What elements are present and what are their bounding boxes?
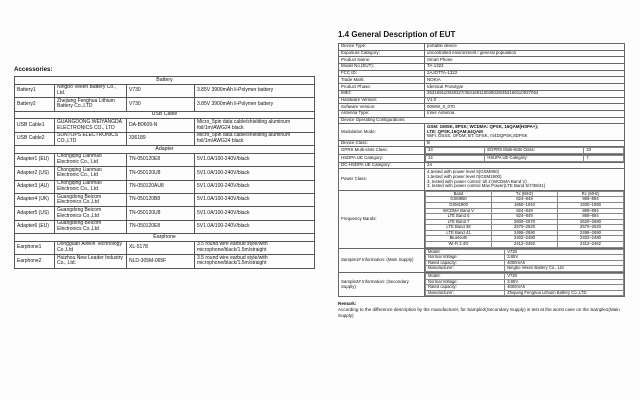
modulation-line-gsm: GSM: GMSK, 8PSK; WCDMA: QPSK, 16QAM(HSPA+); (427, 123, 539, 129)
band-rx: 2412–2462 (558, 242, 624, 248)
modulation-label: Modulation Mode: (339, 124, 425, 141)
accessory-row (15, 220, 315, 233)
sample1-field-label: Model: (426, 249, 505, 255)
accessory-id: USB Cable2 (15, 132, 55, 145)
frequency-bands-label: Frequency Bands: (339, 190, 425, 248)
band-tx: 824–849 (492, 208, 558, 214)
hsupa-label: HSUPA UE Category: (485, 156, 584, 162)
sample1-field-value: Ningbo Veken Battery Co., Ltd (505, 266, 624, 272)
accessory-manufacturer: Guangdong Beicom Electronics Co.,Ltd (55, 220, 127, 233)
band-tx: 824–849 (492, 197, 558, 203)
eut-row (339, 84, 625, 91)
eut-section (338, 30, 624, 319)
sample2-field-label: Normal Voltage: (426, 279, 505, 285)
accessory-row (15, 132, 315, 145)
accessory-manufacturer: Ningbo Veken Battery Co., Ltd. (55, 84, 127, 97)
device-config-header: Device Operating Configurations (339, 117, 625, 124)
remark-text: According to the difference description by the manufacturer, for Sample2(Secondary Supply) is test at the worst case on the Sample1(Main Supply) (338, 307, 620, 319)
eut-row (339, 64, 625, 71)
dchsdpa-row (339, 162, 625, 169)
hsdpa-label: HSDPA UE Category: (339, 155, 425, 163)
accessory-description: 3.85V 3900mAh li-Polymer battery (195, 84, 315, 97)
accessory-model: 336189 (127, 132, 195, 145)
sample1-label: Sample1# Information: (Main Supply) (339, 248, 425, 272)
sample2-table (425, 273, 624, 296)
bands-header-cell: Band (426, 191, 492, 197)
sample1-field-label: Normal Voltage: (426, 255, 505, 261)
band-row (426, 219, 624, 225)
accessory-description: 3.5 round wire earbud style/with microphone/black/1.5m/straight (195, 255, 315, 268)
accessory-manufacturer: Chongqing Lianmao Electronic Co., Ltd (55, 180, 127, 193)
eut-row (339, 70, 625, 77)
eut-row (339, 90, 625, 97)
band-name: Wi-Fi 2.4G (426, 242, 492, 248)
accessory-row (15, 98, 315, 111)
accessory-description: 5V1.0A/100-240V/black (195, 193, 315, 206)
band-name: LTE Band 38 (426, 225, 492, 231)
band-rx: 869–894 (558, 214, 624, 220)
bands-header-cell: Rx (MHz) (558, 191, 624, 197)
band-name: Bluetooth (426, 236, 492, 242)
accessory-model: TN-050120E8 (127, 153, 195, 166)
device-class-label: Device Class: (339, 140, 425, 147)
band-row (426, 202, 624, 208)
gprs-row (339, 147, 625, 155)
accessory-row (15, 241, 315, 254)
sample1-cell (425, 248, 625, 272)
eut-field-label: Antenna Type: (339, 110, 425, 117)
eut-field-label: Model No.(EUT): (339, 64, 425, 71)
accessory-description: 5V1.0A/100-240V/black (195, 167, 315, 180)
accessory-model: TN-050120U8 (127, 167, 195, 180)
accessory-row (15, 153, 315, 166)
band-rx: 2496–2690 (558, 230, 624, 236)
hsdpa-row (339, 155, 625, 163)
band-name: WCDMA Band V (426, 208, 492, 214)
accessory-model: TN-050120E8 (127, 220, 195, 233)
remark (338, 301, 624, 319)
sample1-field-value: 4000mAh (505, 260, 624, 266)
sample2-field-value: 4000mAh (505, 285, 624, 291)
egprs-label: EGPRS Multi-slots Class: (485, 148, 584, 154)
accessory-manufacturer: Dongguan AllWin Technology Co.,Ltd (55, 241, 127, 254)
eut-row (339, 44, 625, 51)
gprs-inner-table (425, 147, 624, 154)
power-class-row (339, 169, 625, 190)
band-row (426, 242, 624, 248)
power-class-line: 3, tested with power control Max Power(LTE Band 5/7/38/41) (427, 183, 546, 189)
eut-field-label: IMEI: (339, 90, 425, 97)
accessory-description: 5V1.0A/100-240V/black (195, 153, 315, 166)
hsupa-value: 7 (584, 156, 624, 162)
eut-field-label: Device Type: (339, 44, 425, 51)
accessory-id: Adapter2 (US) (15, 167, 55, 180)
band-name: LTE Band 7 (426, 219, 492, 225)
sample2-cell (425, 273, 625, 297)
eut-field-value: uncontrolled environment / general population (425, 50, 625, 57)
sample2-field-label: Rated capacity: (426, 285, 505, 291)
accessory-group-header: USB Cable (15, 111, 315, 119)
accessory-row (15, 180, 315, 193)
eut-row (339, 110, 625, 117)
band-name: GSM850 (426, 197, 492, 203)
device-config-header-row (339, 117, 625, 124)
accessory-manufacturer: Guangdong Beicom Electronics Co.,Ltd (55, 207, 127, 220)
sample1-row (339, 248, 625, 272)
accessory-manufacturer: Guangdong Beicom Electronics Co.,Ltd (55, 193, 127, 206)
eut-field-label: Product Name: (339, 57, 425, 64)
accessory-manufacturer: SUNTOPS ELECTRONICS CO.,LTD (55, 132, 127, 145)
frequency-bands-row (339, 190, 625, 248)
band-tx: 2500–2570 (492, 219, 558, 225)
eut-field-value: 353169110028327/353169110028028/353169110037054 (425, 90, 625, 97)
band-row (426, 225, 624, 231)
accessory-group-row (15, 111, 315, 119)
sample2-field-value: V730 (505, 274, 624, 280)
modulation-value (425, 124, 625, 141)
accessory-id: Adapter4 (UK) (15, 193, 55, 206)
accessory-group-row (15, 77, 315, 85)
eut-field-label: FCC ID: (339, 70, 425, 77)
accessory-group-header: Earphone (15, 234, 315, 242)
accessory-row (15, 119, 315, 132)
band-name: GSM1900 (426, 202, 492, 208)
accessory-row (15, 207, 315, 220)
eut-row (339, 97, 625, 104)
bands-header-cell: Tx (MHz) (492, 191, 558, 197)
accessory-group-header: Battery (15, 77, 315, 85)
eut-field-value: Inner Antenna (425, 110, 625, 117)
band-rx: 869–894 (558, 208, 624, 214)
band-name: LTE Band 5 (426, 214, 492, 220)
sample2-field-value: Zhejiang Fenghua Lithium Battery Co.,LTD (505, 290, 624, 296)
sample2-row (339, 273, 625, 297)
accessories-section (14, 66, 314, 269)
eut-field-value: portable device (425, 44, 625, 51)
dchsdpa-label: DC-HSDPA UE Category: (339, 162, 425, 169)
hsdpa-inner-table (425, 155, 624, 162)
eut-row (339, 57, 625, 64)
accessory-description: Micro_5pin data cable/shielding aluminum foil/1m/AWG24 black (195, 132, 315, 145)
accessory-row (15, 255, 315, 268)
accessories-table (14, 76, 315, 269)
accessory-description: 3.5 round wire earbud style/with microphone/black/1.5m/straight (195, 241, 315, 254)
sample1-table (425, 249, 624, 272)
gprs-label: GPRS Multi-slots Class: (339, 147, 425, 155)
accessory-group-row (15, 234, 315, 242)
frequency-bands-cell (425, 190, 625, 248)
accessory-id: Earphone1 (15, 241, 55, 254)
power-class-value (425, 169, 625, 190)
hsdpa-value: 14 (426, 156, 485, 162)
accessory-model: NLD-305M-065F (127, 255, 195, 268)
band-row (426, 197, 624, 203)
band-tx: 2496–2690 (492, 230, 558, 236)
accessory-manufacturer: Chongqing Lianmao Electronic Co., Ltd (55, 167, 127, 180)
gprs-cell (425, 147, 625, 155)
accessory-id: Adapter1 (EU) (15, 153, 55, 166)
band-rx: 1930–1990 (558, 202, 624, 208)
modulation-line-lte: LTE: QPSK,16QAM,64QAM (427, 128, 483, 134)
bands-header-row (426, 191, 624, 197)
sample1-field-label: Rated capacity: (426, 260, 505, 266)
accessory-id: Adapter6 (EU) (15, 220, 55, 233)
eut-field-value: Smart Phone (425, 57, 625, 64)
accessory-manufacturer: Huizhou New Leader Industry Co., Ltd. (55, 255, 127, 268)
band-tx: 2412–2462 (492, 242, 558, 248)
accessory-manufacturer: Chongqing Lianmao Electronic Co., Ltd (55, 153, 127, 166)
power-class-label: Power Class: (339, 169, 425, 190)
eut-field-value: 2AJOTTA-1322 (425, 70, 625, 77)
dchsdpa-value: 24 (425, 162, 625, 169)
eut-row (339, 104, 625, 111)
eut-field-label: Software Version: (339, 104, 425, 111)
accessory-manufacturer: Zhejiang Fenghua Lithium Battery Co.,LTD (55, 98, 127, 111)
accessory-id: USB Cable1 (15, 119, 55, 132)
band-row (426, 208, 624, 214)
accessory-row (15, 167, 315, 180)
eut-field-value: TA-1322 (425, 64, 625, 71)
eut-field-value: V1.0 (425, 97, 625, 104)
modulation-row (339, 124, 625, 141)
power-class-line: 4,tested with power level 5(GSM850) (427, 168, 499, 174)
band-tx: 1850–1910 (492, 202, 558, 208)
sample2-info-row (426, 290, 624, 296)
sample2-field-value: 3.85V (505, 279, 624, 285)
accessory-id: Adapter3 (AU) (15, 180, 55, 193)
accessory-manufacturer: GUANGDONG WEIYANGDA ELECTRONICS CO., LTD (55, 119, 127, 132)
accessory-description: 5V1.0A/100-240V/black (195, 207, 315, 220)
accessory-model: XL-5178 (127, 241, 195, 254)
eut-field-value: 00WW_0_070 (425, 104, 625, 111)
modulation-line-wifi: WiFi: DSSS, OFDM; BT: GFSK, π/4DQPSK,8DPSK (427, 133, 528, 139)
sample2-field-label: Manufacturer: (426, 290, 505, 296)
band-rx: 2620–2690 (558, 219, 624, 225)
accessory-model: V730 (127, 84, 195, 97)
eut-title: 1.4 General Description of EUT (338, 30, 456, 39)
gprs-value: 33 (426, 148, 485, 154)
accessory-id: Battery2 (15, 98, 55, 111)
band-row (426, 214, 624, 220)
accessory-group-row (15, 146, 315, 154)
band-row (426, 230, 624, 236)
accessory-description: 5V1.0A/100-240V/black (195, 180, 315, 193)
accessory-id: Battery1 (15, 84, 55, 97)
band-rx: 2570–2620 (558, 225, 624, 231)
accessory-model: TN-050120B8 (127, 193, 195, 206)
sample1-field-value: V730 (505, 249, 624, 255)
accessory-model: TN-050120U8 (127, 207, 195, 220)
eut-row (339, 50, 625, 57)
band-row (426, 236, 624, 242)
sample1-info-row (426, 266, 624, 272)
eut-field-label: Hardware Version: (339, 97, 425, 104)
eut-field-label: Product Phase: (339, 84, 425, 91)
accessory-group-header: Adapter (15, 146, 315, 154)
accessory-id: Earphone2 (15, 255, 55, 268)
frequency-bands-table (425, 191, 624, 248)
sample2-label: Sample2# Information: (Secondary Supply) (339, 273, 425, 297)
accessory-row (15, 193, 315, 206)
accessory-model: DA-B0609-N (127, 119, 195, 132)
eut-field-value: NOKIA (425, 77, 625, 84)
power-class-line: 1,tested with power level 0(GSM1900) (427, 173, 502, 179)
remark-title: Remark: (338, 301, 357, 307)
eut-field-label: Exposure Category: (339, 50, 425, 57)
eut-field-label: Trade Mark: (339, 77, 425, 84)
power-class-line: 3, tested with power control 'all 1'(WCDMA Band V) (427, 178, 527, 184)
accessory-model: TN-050120AU8 (127, 180, 195, 193)
sample2-field-label: Model: (426, 274, 505, 280)
accessory-description: 3.85V 3900mAh li-Polymer battery (195, 98, 315, 111)
sample1-field-value: 3.85V (505, 255, 624, 261)
accessory-description: 5V1.0A/100-240V/black (195, 220, 315, 233)
accessory-id: Adapter5 (US) (15, 207, 55, 220)
band-tx: 824–849 (492, 214, 558, 220)
accessory-model: V730 (127, 98, 195, 111)
accessory-row (15, 84, 315, 97)
hsdpa-cell (425, 155, 625, 163)
eut-row (339, 77, 625, 84)
eut-table (338, 43, 625, 297)
band-name: LTE Band 41 (426, 230, 492, 236)
eut-field-value: Identical Prototype (425, 84, 625, 91)
egprs-value: 33 (584, 148, 624, 154)
band-rx: 869–894 (558, 197, 624, 203)
band-tx: 2402–2480 (492, 236, 558, 242)
device-class-value: B (425, 140, 625, 147)
band-tx: 2570–2620 (492, 225, 558, 231)
device-class-row (339, 140, 625, 147)
accessories-title: Accessories: (14, 66, 53, 73)
sample1-field-label: Manufacturer: (426, 266, 505, 272)
accessory-description: Micro_5pin data cable/shielding aluminum foil/1m/AWG24 black (195, 119, 315, 132)
band-rx: 2402–2480 (558, 236, 624, 242)
